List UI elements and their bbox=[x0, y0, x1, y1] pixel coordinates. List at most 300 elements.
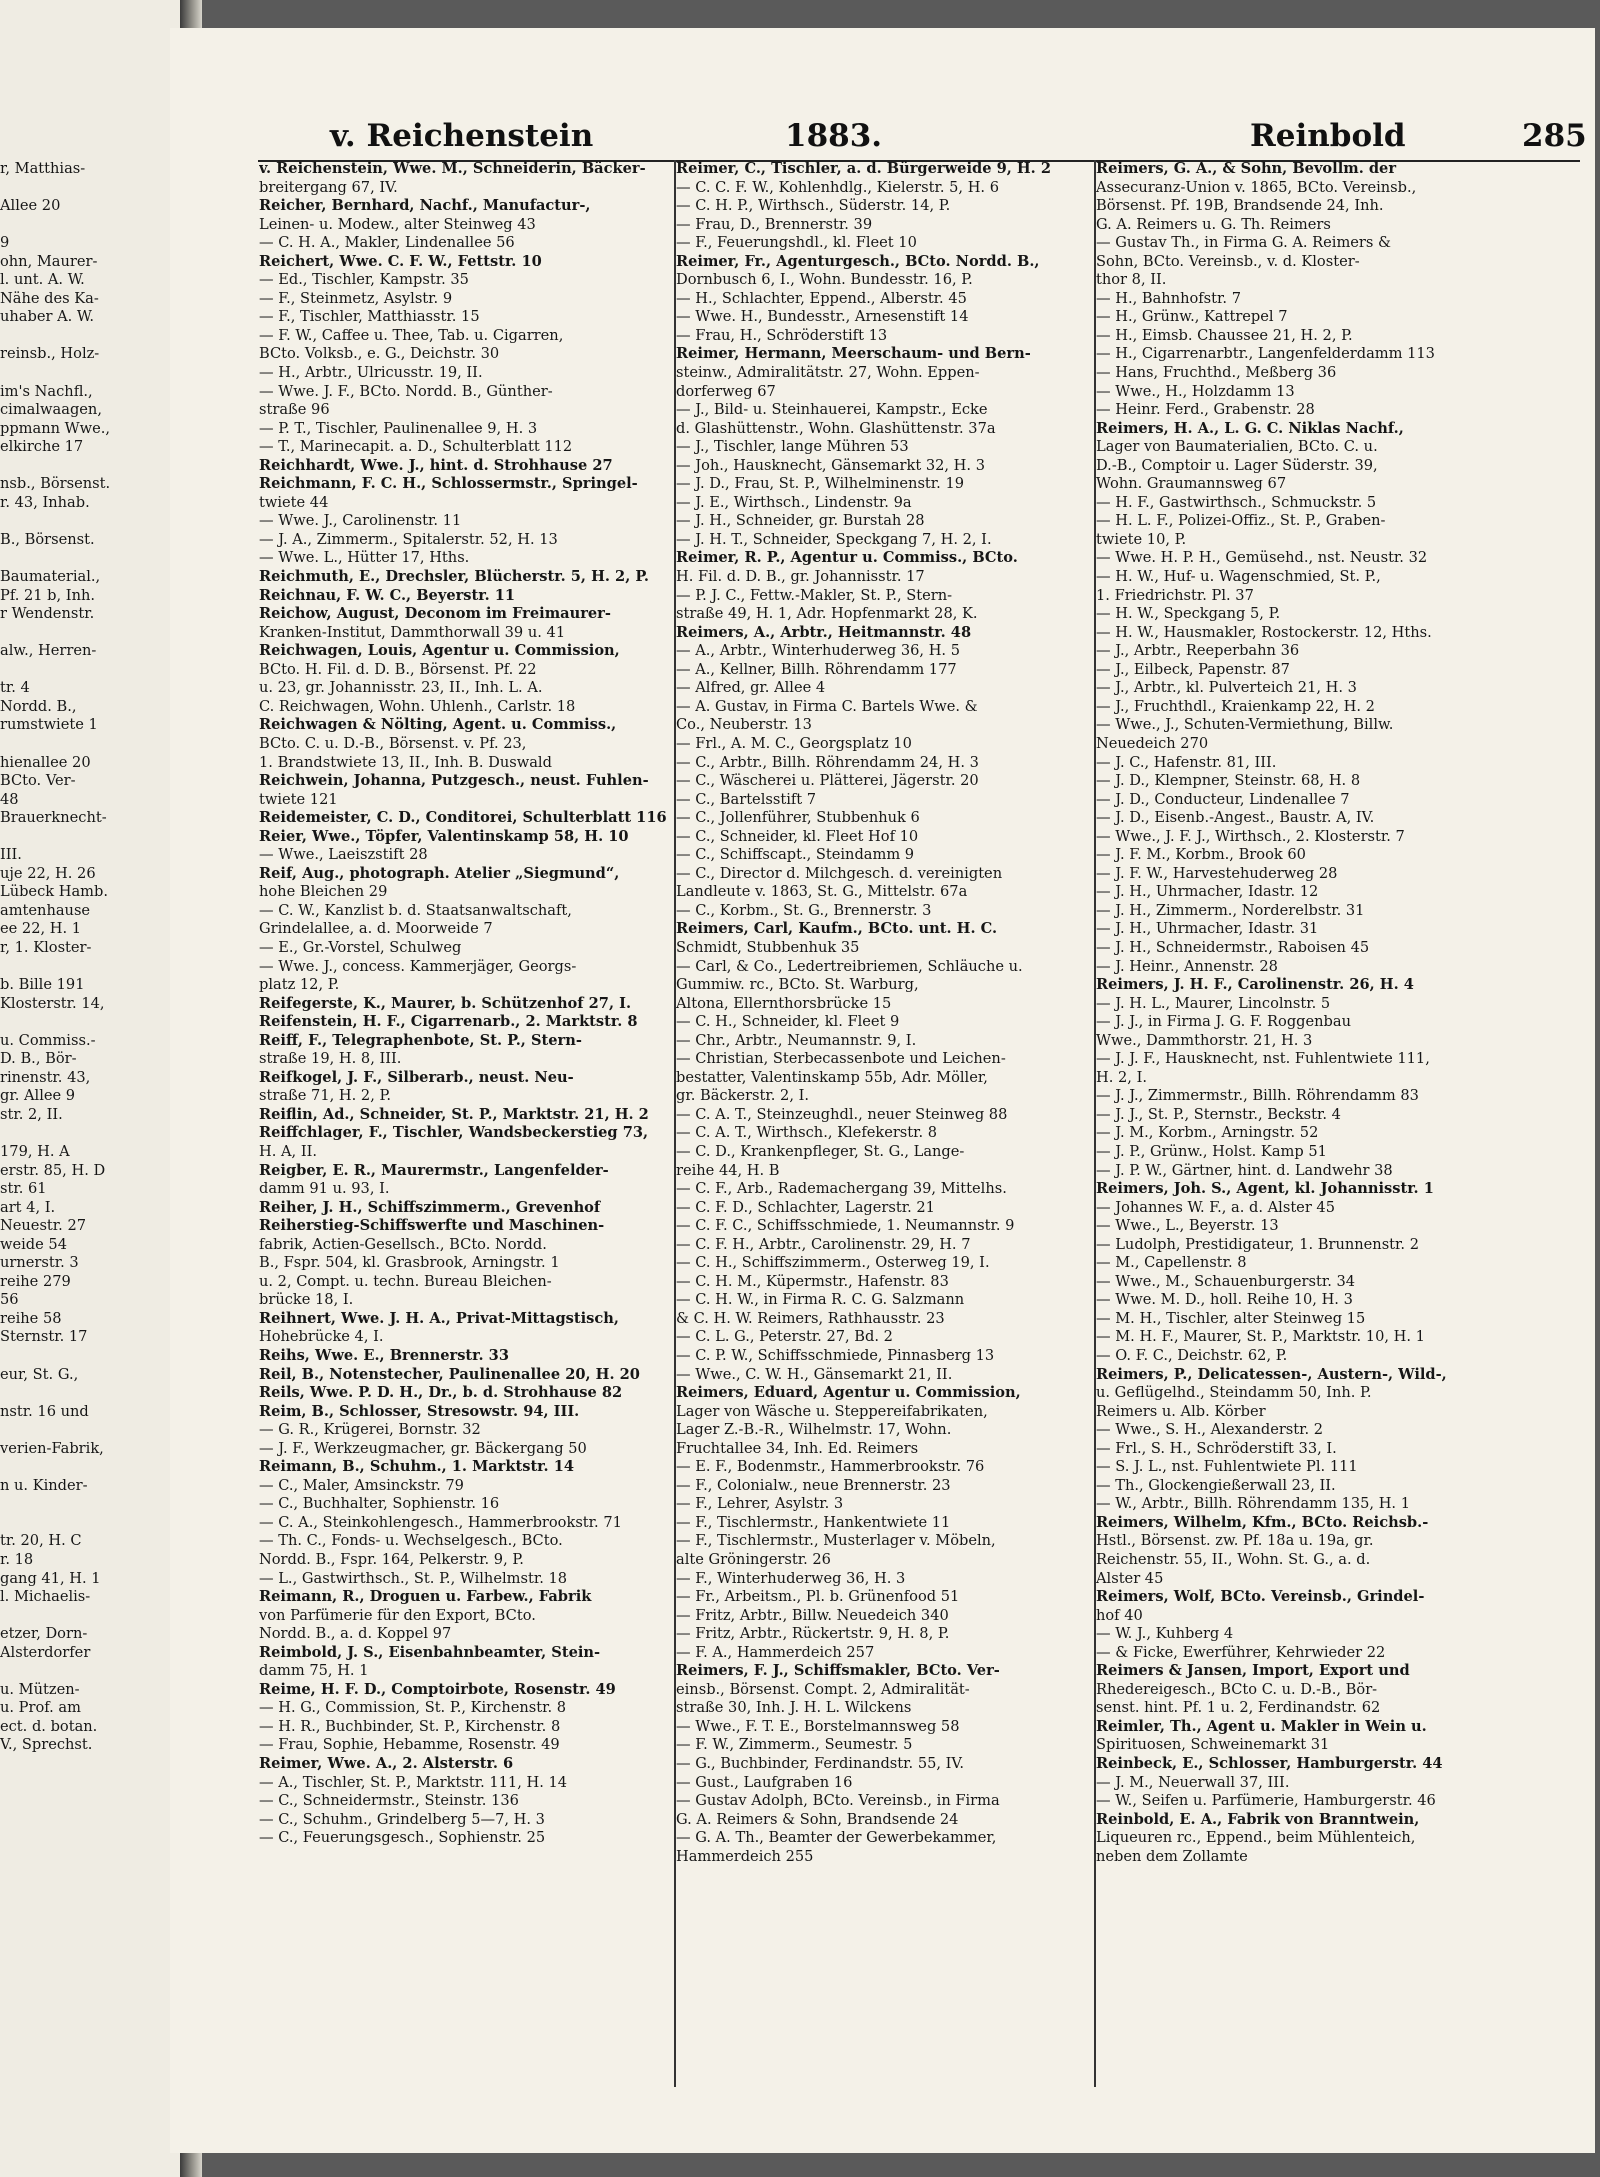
directory-line: — W., Seifen u. Parfümerie, Hamburgerstr. 46 bbox=[1096, 1792, 1436, 1810]
directory-line: — F. W., Caffee u. Thee, Tab. u. Cigarren, bbox=[259, 326, 564, 344]
directory-line: Reimann, R., Droguen u. Farbew., Fabrik bbox=[259, 1588, 592, 1606]
directory-line: Reihnert, Wwe. J. H. A., Privat-Mittagstisch, bbox=[259, 1309, 619, 1327]
directory-line: — Wwe. L., Hütter 17, Hths. bbox=[259, 549, 470, 567]
directory-line: — J. M., Korbm., Arningstr. 52 bbox=[1096, 1124, 1319, 1142]
directory-line: — Gustav Adolph, BCto. Vereinsb., in Firma bbox=[676, 1792, 1000, 1810]
directory-line: Reichhardt, Wwe. J., hint. d. Strohhause 27 bbox=[259, 456, 613, 474]
directory-line: — J. H., Zimmerm., Norderelbstr. 31 bbox=[1096, 901, 1365, 919]
directory-line: — T., Marinecapit. a. D., Schulterblatt 112 bbox=[259, 438, 573, 456]
directory-column-2 bbox=[676, 160, 1096, 2142]
directory-line: — C., Director d. Milchgesch. d. vereinigten bbox=[676, 864, 1003, 882]
directory-line: Reimann, B., Schuhm., 1. Marktstr. 14 bbox=[259, 1458, 574, 1476]
directory-line: — J. H., Schneider, gr. Burstah 28 bbox=[676, 512, 925, 530]
previous-page-line: hienallee 20 bbox=[0, 753, 91, 771]
directory-line: gr. Bäckerstr. 2, I. bbox=[676, 1087, 810, 1105]
previous-page-line: reihe 58 bbox=[0, 1309, 62, 1327]
directory-line: — C. F. D., Schlachter, Lagerstr. 21 bbox=[676, 1198, 935, 1216]
directory-line: v. Reichenstein, Wwe. M., Schneiderin, Bäcker- bbox=[259, 160, 646, 177]
previous-page-line: art 4, I. bbox=[0, 1198, 56, 1216]
directory-line: alte Gröningerstr. 26 bbox=[676, 1551, 831, 1569]
previous-page-line: alw., Herren- bbox=[0, 642, 97, 660]
directory-line: — H. W., Speckgang 5, P. bbox=[1096, 605, 1281, 623]
directory-line: Reicher, Bernhard, Nachf., Manufactur-, bbox=[259, 197, 591, 215]
directory-line: — G. R., Krügerei, Bornstr. 32 bbox=[259, 1421, 481, 1439]
directory-line: — H. W., Huf- u. Wagenschmied, St. P., bbox=[1096, 568, 1381, 586]
directory-line: Alster 45 bbox=[1096, 1569, 1164, 1587]
directory-line: — J. E., Wirthsch., Lindenstr. 9a bbox=[676, 493, 912, 511]
directory-line: — H. F., Gastwirthsch., Schmuckstr. 5 bbox=[1096, 493, 1377, 511]
directory-line: Reichwagen, Louis, Agentur u. Commission, bbox=[259, 642, 620, 660]
previous-page-line bbox=[0, 457, 186, 476]
previous-page-line: im's Nachfl., bbox=[0, 382, 93, 400]
directory-line: Reimers, H. A., L. G. C. Niklas Nachf., bbox=[1096, 419, 1404, 437]
directory-line: H. A, II. bbox=[259, 1142, 317, 1160]
previous-page-line bbox=[0, 549, 186, 568]
directory-line: — C. W., Kanzlist b. d. Staatsanwaltschaft, bbox=[259, 901, 572, 919]
directory-line: — J. J., Zimmermstr., Billh. Röhrendamm 83 bbox=[1096, 1087, 1419, 1105]
directory-line: d. Glashüttenstr., Wohn. Glashüttenstr. 37a bbox=[676, 419, 996, 437]
directory-line: — Wwe. J. F., BCto. Nordd. B., Günther- bbox=[259, 382, 553, 400]
previous-page-line: l. Michaelis- bbox=[0, 1588, 91, 1606]
directory-line: Reimer, Hermann, Meerschaum- und Bern- bbox=[676, 345, 1031, 363]
directory-line: BCto. Volksb., e. G., Deichstr. 30 bbox=[259, 345, 500, 363]
previous-page-line: verien-Fabrik, bbox=[0, 1439, 104, 1457]
directory-line: — C. F. H., Arbtr., Carolinenstr. 29, H. 7 bbox=[676, 1235, 971, 1253]
directory-line: — Alfred, gr. Allee 4 bbox=[676, 679, 826, 697]
directory-line: Landleute v. 1863, St. G., Mittelstr. 67a bbox=[676, 883, 968, 901]
directory-line: — Frau, H., Schröderstift 13 bbox=[676, 326, 888, 344]
previous-page-line: eur, St. G., bbox=[0, 1365, 79, 1383]
directory-line: — C., Schuhm., Grindelberg 5—7, H. 3 bbox=[259, 1810, 545, 1828]
directory-line: BCto. H. Fil. d. D. B., Börsenst. Pf. 22 bbox=[259, 660, 537, 678]
directory-line: Neuedeich 270 bbox=[1096, 734, 1209, 752]
directory-line: — & Ficke, Ewerführer, Kehrwieder 22 bbox=[1096, 1643, 1386, 1661]
previous-page-line bbox=[0, 1662, 186, 1681]
directory-line: Reiherstieg-Schiffswerfte und Maschinen- bbox=[259, 1217, 605, 1235]
directory-line: — C., Feuerungsgesch., Sophienstr. 25 bbox=[259, 1829, 546, 1847]
directory-line: — Wwe. H. P. H., Gemüsehd., nst. Neustr. 32 bbox=[1096, 549, 1428, 567]
directory-line: Reidemeister, C. D., Conditorei, Schulterblatt 116 bbox=[259, 809, 667, 827]
directory-line: — J. F. W., Harvestehuderweg 28 bbox=[1096, 864, 1338, 882]
directory-line: Rhedereigesch., BCto C. u. D.-B., Bör- bbox=[1096, 1680, 1378, 1698]
directory-line: Assecuranz-Union v. 1865, BCto. Vereinsb., bbox=[1096, 178, 1417, 196]
directory-line: Reimers u. Alb. Körber bbox=[1096, 1402, 1266, 1420]
directory-line: Reimers, Carl, Kaufm., BCto. unt. H. C. bbox=[676, 920, 998, 938]
directory-line: Fruchtallee 34, Inh. Ed. Reimers bbox=[676, 1439, 919, 1457]
directory-line: Reichow, August, Deconom im Freimaurer- bbox=[259, 605, 611, 623]
previous-page-line: nsb., Börsenst. bbox=[0, 475, 111, 493]
directory-line: — J. Heinr., Annenstr. 28 bbox=[1096, 957, 1278, 975]
directory-line: — G. A. Th., Beamter der Gewerbekammer, bbox=[676, 1829, 997, 1847]
directory-line: — M., Capellenstr. 8 bbox=[1096, 1254, 1247, 1272]
previous-page-line: Nordd. B., bbox=[0, 697, 77, 715]
directory-line: Lager von Wäsche u. Steppereifabrikaten, bbox=[676, 1402, 988, 1420]
directory-line: — H., Cigarrenarbtr., Langenfelderdamm 113 bbox=[1096, 345, 1435, 363]
directory-line: straße 19, H. 8, III. bbox=[259, 1050, 402, 1068]
previous-page-line: cimalwaagen, bbox=[0, 401, 102, 419]
previous-page-line: ohn, Maurer- bbox=[0, 252, 98, 270]
directory-line: Reichwagen & Nölting, Agent. u. Commiss., bbox=[259, 716, 617, 734]
directory-line: — Heinr. Ferd., Grabenstr. 28 bbox=[1096, 401, 1315, 419]
directory-line: — J., Tischler, lange Mühren 53 bbox=[676, 438, 909, 456]
previous-page-line bbox=[0, 364, 186, 383]
directory-line: Altona, Ellernthorsbrücke 15 bbox=[676, 994, 892, 1012]
directory-line: — Johannes W. F., a. d. Alster 45 bbox=[1096, 1198, 1336, 1216]
directory-line: Kranken-Institut, Dammthorwall 39 u. 41 bbox=[259, 623, 566, 641]
directory-line: — J., Arbtr., kl. Pulverteich 21, H. 3 bbox=[1096, 679, 1357, 697]
directory-line: G. A. Reimers u. G. Th. Reimers bbox=[1096, 215, 1331, 233]
directory-line: Reime, H. F. D., Comptoirbote, Rosenstr. 49 bbox=[259, 1680, 616, 1698]
directory-line: — C. A. T., Wirthsch., Klefekerstr. 8 bbox=[676, 1124, 938, 1142]
previous-page-line: Sternstr. 17 bbox=[0, 1328, 88, 1346]
directory-line: — Wwe., S. H., Alexanderstr. 2 bbox=[1096, 1421, 1324, 1439]
directory-line: — J. A., Zimmerm., Spitalerstr. 52, H. 13 bbox=[259, 530, 558, 548]
directory-line: damm 91 u. 93, I. bbox=[259, 1180, 390, 1198]
directory-line: Reichmuth, E., Drechsler, Blücherstr. 5, H. 2, P. bbox=[259, 568, 649, 586]
directory-line: Reim, B., Schlosser, Stresowstr. 94, III. bbox=[259, 1402, 580, 1420]
running-head-right: Reinbold bbox=[1250, 118, 1406, 154]
previous-page-line: gang 41, H. 1 bbox=[0, 1569, 101, 1587]
previous-page bbox=[0, 0, 190, 2177]
directory-line: u. 2, Compt. u. techn. Bureau Bleichen- bbox=[259, 1272, 552, 1290]
directory-line: Nordd. B., a. d. Koppel 97 bbox=[259, 1625, 452, 1643]
previous-page-line bbox=[0, 1458, 186, 1477]
directory-line: — C., Schneidermstr., Steinstr. 136 bbox=[259, 1792, 519, 1810]
directory-line: — Wwe. H., Bundesstr., Arnesenstift 14 bbox=[676, 308, 969, 326]
previous-page-line: rumstwiete 1 bbox=[0, 716, 98, 734]
directory-line: H. 2, I. bbox=[1096, 1068, 1147, 1086]
directory-line: — F., Tischlermstr., Musterlager v. Möbeln, bbox=[676, 1532, 996, 1550]
directory-line: straße 96 bbox=[259, 401, 330, 419]
previous-page-line: r. 18 bbox=[0, 1551, 34, 1569]
directory-line: — W. J., Kuhberg 4 bbox=[1096, 1625, 1234, 1643]
previous-page-line: Lübeck Hamb. bbox=[0, 883, 108, 901]
directory-line: — J., Bild- u. Steinhauerei, Kampstr., Ecke bbox=[676, 401, 988, 419]
previous-page-line: Neuestr. 27 bbox=[0, 1217, 87, 1235]
directory-line: — F., Colonialw., neue Brennerstr. 23 bbox=[676, 1476, 951, 1494]
directory-line: — C., Buchhalter, Sophienstr. 16 bbox=[259, 1495, 500, 1513]
directory-line: — A., Arbtr., Winterhuderweg 36, H. 5 bbox=[676, 642, 960, 660]
directory-line: — J. D., Klempner, Steinstr. 68, H. 8 bbox=[1096, 772, 1361, 790]
previous-page-line: uje 22, H. 26 bbox=[0, 864, 96, 882]
directory-line: Gummiw. rc., BCto. St. Warburg, bbox=[676, 976, 919, 994]
directory-line: — W., Arbtr., Billh. Röhrendamm 135, H. 1 bbox=[1096, 1495, 1410, 1513]
directory-line: Reimers, F. J., Schiffsmakler, BCto. Ver- bbox=[676, 1662, 1000, 1680]
previous-page-line: tr. 20, H. C bbox=[0, 1532, 82, 1550]
previous-page-line: nstr. 16 und bbox=[0, 1402, 89, 1420]
directory-line: straße 49, H. 1, Adr. Hopfenmarkt 28, K. bbox=[676, 605, 978, 623]
directory-line: Reimers, P., Delicatessen-, Austern-, Wild-, bbox=[1096, 1365, 1447, 1383]
directory-line: straße 30, Inh. J. H. L. Wilckens bbox=[676, 1699, 912, 1717]
directory-line: — J. P. W., Gärtner, hint. d. Landwehr 38 bbox=[1096, 1161, 1393, 1179]
directory-line: — F., Lehrer, Asylstr. 3 bbox=[676, 1495, 844, 1513]
directory-line: — H., Arbtr., Ulricusstr. 19, II. bbox=[259, 364, 483, 382]
directory-line: — H., Eimsb. Chaussee 21, H. 2, P. bbox=[1096, 326, 1353, 344]
directory-line: — J. J. F., Hausknecht, nst. Fuhlentwiete 111, bbox=[1096, 1050, 1430, 1068]
directory-line: — F., Feuerungshdl., kl. Fleet 10 bbox=[676, 234, 917, 252]
directory-line: — J. H. L., Maurer, Lincolnstr. 5 bbox=[1096, 994, 1331, 1012]
directory-line: Wwe., Dammthorstr. 21, H. 3 bbox=[1096, 1031, 1313, 1049]
directory-line: — F. A., Hammerdeich 257 bbox=[676, 1643, 875, 1661]
directory-line: Liqueuren rc., Eppend., beim Mühlenteich, bbox=[1096, 1829, 1416, 1847]
directory-line: Leinen- u. Modew., alter Steinweg 43 bbox=[259, 215, 536, 233]
directory-line: — C. D., Krankenpfleger, St. G., Lange- bbox=[676, 1142, 965, 1160]
directory-line: Reimers, Joh. S., Agent, kl. Johannisstr. 1 bbox=[1096, 1180, 1434, 1198]
directory-line: — Christian, Sterbecassenbote und Leichen- bbox=[676, 1050, 1006, 1068]
directory-line: — J., Fruchthdl., Kraienkamp 22, H. 2 bbox=[1096, 697, 1375, 715]
directory-line: — Wwe., L., Beyerstr. 13 bbox=[1096, 1217, 1279, 1235]
previous-page-line: 9 bbox=[0, 234, 10, 252]
directory-line: — C. F. C., Schiffsschmiede, 1. Neumannstr. 9 bbox=[676, 1217, 1015, 1235]
directory-line: Reimer, R. P., Agentur u. Commiss., BCto. bbox=[676, 549, 1018, 567]
directory-line: — Wwe. J., Carolinenstr. 11 bbox=[259, 512, 462, 530]
previous-page-line: reihe 279 bbox=[0, 1272, 71, 1290]
directory-line: — C., Wäscherei u. Plätterei, Jägerstr. 20 bbox=[676, 772, 979, 790]
directory-line: u. Geflügelhd., Steindamm 50, Inh. P. bbox=[1096, 1384, 1372, 1402]
directory-line: — C., Arbtr., Billh. Röhrendamm 24, H. 3 bbox=[676, 753, 979, 771]
previous-page-line: n u. Kinder- bbox=[0, 1476, 88, 1494]
directory-line: fabrik, Actien-Gesellsch., BCto. Nordd. bbox=[259, 1235, 547, 1253]
directory-line: — C. P. W., Schiffsschmiede, Pinnasberg 13 bbox=[676, 1347, 995, 1364]
directory-line: — Hans, Fruchthd., Meßberg 36 bbox=[1096, 364, 1337, 382]
directory-line: — C., Jollenführer, Stubbenhuk 6 bbox=[676, 809, 920, 827]
directory-line: Reimers, A., Arbtr., Heitmannstr. 48 bbox=[676, 623, 972, 641]
previous-page-line: b. Bille 191 bbox=[0, 976, 85, 994]
directory-line: platz 12, P. bbox=[259, 976, 340, 994]
previous-page-line: uhaber A. W. bbox=[0, 308, 94, 326]
page-number: 285 bbox=[1522, 118, 1587, 154]
directory-line: — C. H. M., Küpermstr., Hafenstr. 83 bbox=[676, 1272, 949, 1290]
directory-line: Reimer, Fr., Agenturgesch., BCto. Nordd. B., bbox=[676, 252, 1040, 270]
directory-line: — C. A. T., Steinzeughdl., neuer Steinweg 88 bbox=[676, 1105, 1008, 1123]
directory-line: — Wwe., H., Holzdamm 13 bbox=[1096, 382, 1295, 400]
directory-line: — C. C. F. W., Kohlenhdlg., Kielerstr. 5, H. 6 bbox=[676, 178, 999, 196]
directory-line: — C. L. G., Peterstr. 27, Bd. 2 bbox=[676, 1328, 893, 1346]
directory-line: — Joh., Hausknecht, Gänsemarkt 32, H. 3 bbox=[676, 456, 985, 474]
directory-line: — J. P., Grünw., Holst. Kamp 51 bbox=[1096, 1142, 1327, 1160]
directory-line: — J. D., Conducteur, Lindenallee 7 bbox=[1096, 790, 1350, 808]
directory-column-3 bbox=[1096, 160, 1576, 2142]
directory-line: BCto. C. u. D.-B., Börsenst. v. Pf. 23, bbox=[259, 734, 527, 752]
directory-line: breitergang 67, IV. bbox=[259, 178, 398, 196]
directory-line: Wohn. Graumannsweg 67 bbox=[1096, 475, 1287, 493]
directory-line: Reichmann, F. C. H., Schlossermstr., Springel- bbox=[259, 475, 638, 493]
directory-line: Reichert, Wwe. C. F. W., Fettstr. 10 bbox=[259, 252, 542, 270]
directory-line: — Fritz, Arbtr., Rückertstr. 9, H. 8, P. bbox=[676, 1625, 950, 1643]
directory-line: brücke 18, I. bbox=[259, 1291, 354, 1309]
directory-line: — Chr., Arbtr., Neumannstr. 9, I. bbox=[676, 1031, 917, 1049]
previous-page-line bbox=[0, 1124, 186, 1143]
directory-line: & C. H. W. Reimers, Rathhausstr. 23 bbox=[676, 1309, 945, 1327]
previous-page-line: III. bbox=[0, 846, 22, 864]
previous-page-line bbox=[0, 624, 186, 643]
directory-line: — H. G., Commission, St. P., Kirchenstr. 8 bbox=[259, 1699, 567, 1717]
previous-page-text bbox=[0, 160, 186, 1755]
directory-line: — J., Eilbeck, Papenstr. 87 bbox=[1096, 660, 1290, 678]
previous-page-line: D. B., Bör- bbox=[0, 1050, 77, 1068]
running-head-year: 1883. bbox=[785, 118, 883, 154]
directory-line: straße 71, H. 2, P. bbox=[259, 1087, 391, 1105]
directory-line: — Ludolph, Prestidigateur, 1. Brunnenstr. 2 bbox=[1096, 1235, 1419, 1253]
directory-line: — P. T., Tischler, Paulinenallee 9, H. 3 bbox=[259, 419, 538, 437]
directory-line: — C., Schiffscapt., Steindamm 9 bbox=[676, 846, 915, 864]
directory-line: — J., Arbtr., Reeperbahn 36 bbox=[1096, 642, 1300, 660]
directory-line: u. 23, gr. Johannisstr. 23, II., Inh. L. A. bbox=[259, 679, 543, 697]
directory-line: Reimbold, J. S., Eisenbahnbeamter, Stein- bbox=[259, 1643, 601, 1661]
directory-line: — Th. C., Fonds- u. Wechselgesch., BCto. bbox=[259, 1532, 563, 1550]
directory-line: — Gustav Th., in Firma G. A. Reimers & bbox=[1096, 234, 1392, 252]
directory-line: — Carl, & Co., Ledertreibriemen, Schläuche u. bbox=[676, 957, 1023, 975]
directory-line: — Frl., S. H., Schröderstift 33, I. bbox=[1096, 1439, 1337, 1457]
previous-page-line: weide 54 bbox=[0, 1235, 67, 1253]
directory-line: — P. J. C., Fettw.-Makler, St. P., Stern- bbox=[676, 586, 953, 604]
previous-page-line: etzer, Dorn- bbox=[0, 1625, 88, 1643]
previous-page-line bbox=[0, 327, 186, 346]
directory-line: — C. F., Arb., Rademachergang 39, Mittelhs. bbox=[676, 1180, 1007, 1198]
directory-line: — C. H. A., Makler, Lindenallee 56 bbox=[259, 234, 515, 252]
previous-page-line: Alsterdorfer bbox=[0, 1643, 91, 1661]
previous-page-line: 48 bbox=[0, 790, 19, 808]
directory-line: — M. H., Tischler, alter Steinweg 15 bbox=[1096, 1309, 1366, 1327]
previous-page-line: V., Sprechst. bbox=[0, 1736, 93, 1754]
directory-line: — Wwe., C. W. H., Gänsemarkt 21, II. bbox=[676, 1365, 953, 1383]
directory-line: von Parfümerie für den Export, BCto. bbox=[259, 1606, 536, 1624]
directory-line: Reil, B., Notenstecher, Paulinenallee 20, H. 20 bbox=[259, 1365, 640, 1383]
directory-line: D.-B., Comptoir u. Lager Süderstr. 39, bbox=[1096, 456, 1378, 474]
directory-line: — Wwe., J. F. J., Wirthsch., 2. Klosterstr. 7 bbox=[1096, 827, 1405, 845]
directory-line: — J. J., in Firma J. G. F. Roggenbau bbox=[1096, 1013, 1351, 1031]
previous-page-line bbox=[0, 1495, 186, 1514]
previous-page-line: 179, H. A bbox=[0, 1142, 70, 1160]
directory-line: Co., Neuberstr. 13 bbox=[676, 716, 812, 734]
previous-page-line: u. Commiss.- bbox=[0, 1031, 96, 1049]
previous-page-line: BCto. Ver- bbox=[0, 772, 76, 790]
directory-line: Reif, Aug., photograph. Atelier „Siegmund“, bbox=[259, 864, 620, 882]
directory-line: — H. R., Buchbinder, St. P., Kirchenstr. 8 bbox=[259, 1717, 561, 1735]
directory-line: Reihs, Wwe. E., Brennerstr. 33 bbox=[259, 1347, 509, 1364]
directory-line: — Wwe. J., concess. Kammerjäger, Georgs- bbox=[259, 957, 577, 975]
directory-line: — C., Maler, Amsinckstr. 79 bbox=[259, 1476, 464, 1494]
directory-line: — F., Steinmetz, Asylstr. 9 bbox=[259, 289, 453, 307]
directory-line: — Wwe., M., Schauenburgerstr. 34 bbox=[1096, 1272, 1356, 1290]
directory-line: Spirituosen, Schweinemarkt 31 bbox=[1096, 1736, 1330, 1754]
previous-page-line: Klosterstr. 14, bbox=[0, 994, 105, 1012]
directory-line: — J. H., Uhrmacher, Idastr. 31 bbox=[1096, 920, 1319, 938]
previous-page-line: r Wendenstr. bbox=[0, 605, 95, 623]
directory-line: — C., Korbm., St. G., Brennerstr. 3 bbox=[676, 901, 932, 919]
previous-page-line bbox=[0, 1607, 186, 1626]
directory-line: — J. M., Neuerwall 37, III. bbox=[1096, 1773, 1290, 1791]
directory-line: — C. A., Steinkohlengesch., Hammerbrookstr. 71 bbox=[259, 1513, 622, 1531]
directory-line: — O. F. C., Deichstr. 62, P. bbox=[1096, 1347, 1288, 1364]
directory-line: — J. F., Werkzeugmacher, gr. Bäckergang 50 bbox=[259, 1439, 587, 1457]
directory-line: Schmidt, Stubbenhuk 35 bbox=[676, 938, 860, 956]
previous-page-line: Nähe des Ka- bbox=[0, 289, 99, 307]
previous-page-line: tr. 4 bbox=[0, 679, 30, 697]
previous-page-line: gr. Allee 9 bbox=[0, 1087, 76, 1105]
directory-line: Reimers, Wilhelm, Kfm., BCto. Reichsb.- bbox=[1096, 1513, 1429, 1531]
directory-line: — H., Schlachter, Eppend., Alberstr. 45 bbox=[676, 289, 967, 307]
previous-page-line: str. 2, II. bbox=[0, 1105, 63, 1123]
previous-page-line bbox=[0, 1384, 186, 1403]
previous-page-line bbox=[0, 1347, 186, 1366]
directory-line: Reiflin, Ad., Schneider, St. P., Marktstr. 21, H. 2 bbox=[259, 1105, 649, 1123]
directory-line: reihe 44, H. B bbox=[676, 1161, 780, 1179]
directory-line: Reichenstr. 55, II., Wohn. St. G., a. d. bbox=[1096, 1551, 1371, 1569]
previous-page-line: reinsb., Holz- bbox=[0, 345, 100, 363]
directory-line: — Wwe., F. T. E., Borstelmannsweg 58 bbox=[676, 1717, 960, 1735]
previous-page-line: l. unt. A. W. bbox=[0, 271, 85, 289]
previous-page-line: ppmann Wwe., bbox=[0, 419, 111, 437]
directory-line: Dornbusch 6, I., Wohn. Bundesstr. 16, P. bbox=[676, 271, 973, 289]
directory-line: Reimer, Wwe. A., 2. Alsterstr. 6 bbox=[259, 1755, 514, 1773]
previous-page-line: r, 1. Kloster- bbox=[0, 938, 92, 956]
directory-line: Reichwein, Johanna, Putzgesch., neust. Fuhlen- bbox=[259, 772, 649, 790]
previous-page-line bbox=[0, 1514, 186, 1533]
previous-page-line: ect. d. botan. bbox=[0, 1717, 98, 1735]
directory-line: — J. H. T., Schneider, Speckgang 7, H. 2, I. bbox=[676, 530, 992, 548]
directory-line: — C. H., Schiffszimmerm., Osterweg 19, I. bbox=[676, 1254, 990, 1272]
directory-line: — F., Winterhuderweg 36, H. 3 bbox=[676, 1569, 906, 1587]
directory-line: H. Fil. d. D. B., gr. Johannisstr. 17 bbox=[676, 568, 925, 586]
directory-line: — M. H. F., Maurer, St. P., Marktstr. 10, H. 1 bbox=[1096, 1328, 1425, 1346]
directory-line: Reimers, Wolf, BCto. Vereinsb., Grindel- bbox=[1096, 1588, 1425, 1606]
directory-line: G. A. Reimers & Sohn, Brandsende 24 bbox=[676, 1810, 959, 1828]
directory-line: dorferweg 67 bbox=[676, 382, 776, 400]
directory-line: — F. W., Zimmerm., Seumestr. 5 bbox=[676, 1736, 913, 1754]
directory-line: — J. H., Uhrmacher, Idastr. 12 bbox=[1096, 883, 1319, 901]
directory-line: — Frau, Sophie, Hebamme, Rosenstr. 49 bbox=[259, 1736, 560, 1754]
directory-line: — A., Kellner, Billh. Röhrendamm 177 bbox=[676, 660, 957, 678]
previous-page-line: ee 22, H. 1 bbox=[0, 920, 82, 938]
directory-line: — E., Gr.-Vorstel, Schulweg bbox=[259, 938, 462, 956]
directory-line: Hohebrücke 4, I. bbox=[259, 1328, 384, 1346]
directory-line: Reimler, Th., Agent u. Makler in Wein u. bbox=[1096, 1717, 1427, 1735]
previous-page-line bbox=[0, 216, 186, 235]
directory-line: Börsenst. Pf. 19B, Brandsende 24, Inh. bbox=[1096, 197, 1384, 215]
directory-line: — L., Gastwirthsch., St. P., Wilhelmstr. 18 bbox=[259, 1569, 568, 1587]
directory-line: Lager Z.-B.-R., Wilhelmstr. 17, Wohn. bbox=[676, 1421, 952, 1439]
directory-line: Reifenstein, H. F., Cigarrenarb., 2. Marktstr. 8 bbox=[259, 1013, 638, 1031]
directory-line: Sohn, BCto. Vereinsb., v. d. Kloster- bbox=[1096, 252, 1360, 270]
directory-line: — Th., Glockengießerwall 23, II. bbox=[1096, 1476, 1336, 1494]
previous-page-line bbox=[0, 661, 186, 680]
directory-line: 1. Friedrichstr. Pl. 37 bbox=[1096, 586, 1254, 604]
directory-line: — S. J. L., nst. Fuhlentwiete Pl. 111 bbox=[1096, 1458, 1358, 1476]
directory-line: thor 8, II. bbox=[1096, 271, 1167, 289]
directory-line: — Gust., Laufgraben 16 bbox=[676, 1773, 853, 1791]
directory-line: Reigber, E. R., Maurermstr., Langenfelder- bbox=[259, 1161, 609, 1179]
directory-line: Reiff, F., Telegraphenbote, St. P., Stern- bbox=[259, 1031, 582, 1049]
directory-line: — E. F., Bodenmstr., Hammerbrookstr. 76 bbox=[676, 1458, 985, 1476]
directory-line: Grindelallee, a. d. Moorweide 7 bbox=[259, 920, 493, 938]
previous-page-line bbox=[0, 179, 186, 198]
previous-page-line bbox=[0, 512, 186, 531]
directory-line: Reimers, G. A., & Sohn, Bevollm. der bbox=[1096, 160, 1397, 177]
directory-column-1 bbox=[259, 160, 679, 2142]
directory-line: Reiffchlager, F., Tischler, Wandsbeckerstieg 73, bbox=[259, 1124, 649, 1142]
directory-line: hof 40 bbox=[1096, 1606, 1143, 1624]
previous-page-line: Brauerknecht- bbox=[0, 809, 107, 827]
previous-page-line: 56 bbox=[0, 1291, 19, 1309]
directory-line: Reils, Wwe. P. D. H., Dr., b. d. Strohhause 82 bbox=[259, 1384, 623, 1402]
previous-page-line bbox=[0, 958, 186, 977]
directory-line: Reichnau, F. W. C., Beyerstr. 11 bbox=[259, 586, 516, 604]
directory-line: Reimers & Jansen, Import, Export und bbox=[1096, 1662, 1410, 1680]
directory-line: steinw., Admiralitätstr. 27, Wohn. Eppen- bbox=[676, 364, 980, 382]
previous-page-line: r. 43, Inhab. bbox=[0, 493, 90, 511]
directory-line: Reiher, J. H., Schiffszimmerm., Grevenhof bbox=[259, 1198, 601, 1216]
